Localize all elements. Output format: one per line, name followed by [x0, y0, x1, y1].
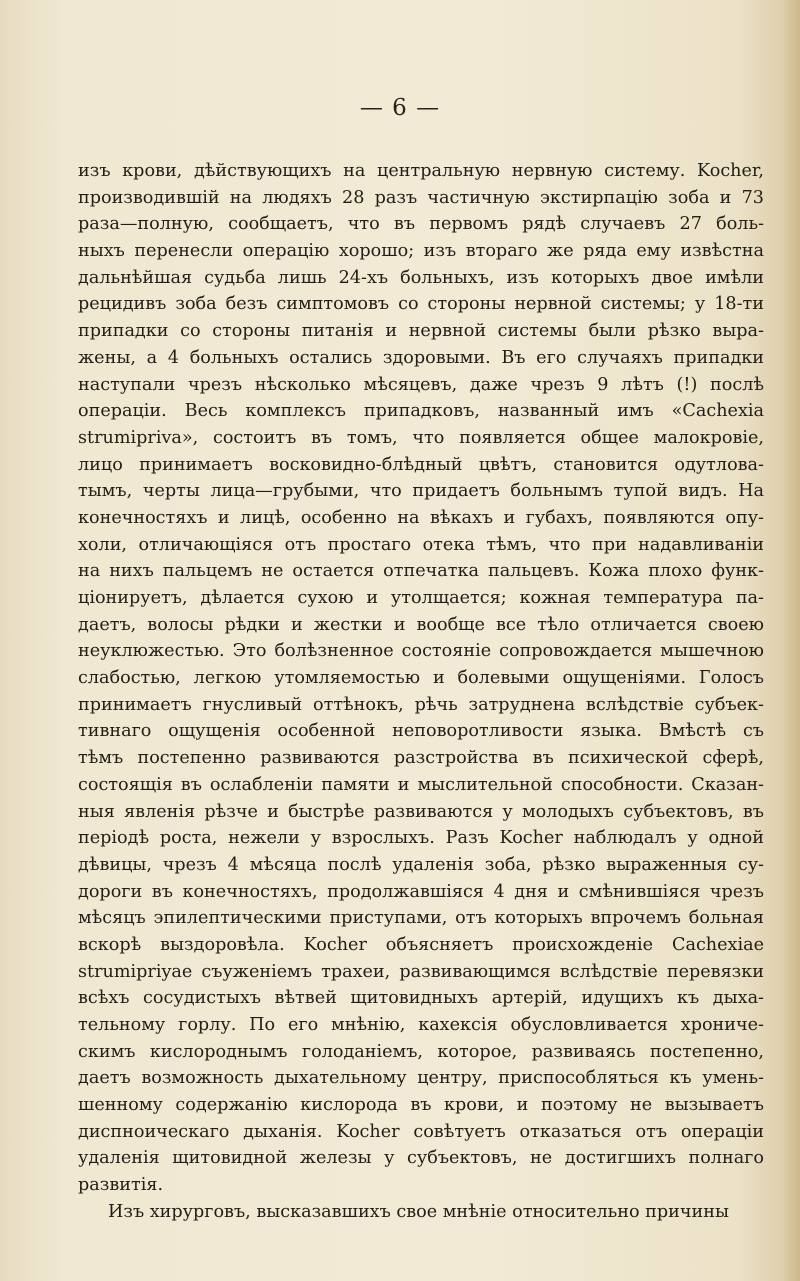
text-line: тельному горлу. По его мнѣнію, кахексія обусловливается хрониче- — [78, 1015, 764, 1035]
text-line: тѣмъ постепенно развиваются разстройства въ психической сферѣ, — [78, 748, 764, 769]
text-line: Изъ хирурговъ, высказавшихъ свое мнѣніе относительно причины — [108, 1201, 729, 1222]
text-line: всѣхъ сосудистыхъ вѣтвей щитовидныхъ артерій, идущихъ къ дыха- — [78, 988, 764, 1009]
text-line: холи, отличающіяся отъ простаго отека тѣмъ, что при надавливаніи — [78, 534, 764, 555]
text-line: наступали чрезъ нѣсколько мѣсяцевъ, даже чрезъ 9 лѣтъ (!) послѣ — [78, 374, 764, 395]
text-line: неуклюжестью. Это болѣзненное состояніе сопровождается мышечною — [78, 641, 764, 662]
text-line: принимаетъ гнусливый оттѣнокъ, рѣчь затруднена вслѣдствіе субъек- — [78, 694, 764, 715]
text-line: шенному содержанію кислорода въ крови, и поэтому не вызываетъ — [78, 1095, 764, 1116]
text-line: слабостью, легкою утомляемостью и болевыми ощущеніями. Голосъ — [78, 668, 764, 689]
text-line: вскорѣ выздоровѣла. Kocher объясняетъ происхожденіе Cachexiae — [78, 934, 764, 955]
page-edge-shadow — [782, 0, 800, 1281]
text-line: операціи. Весь комплексъ припадковъ, названный имъ «Cachexia — [78, 401, 764, 422]
text-line: ныя явленія рѣзче и быстрѣе развиваются у молодыхъ субъектовъ, въ — [78, 801, 764, 822]
text-line: скимъ кислороднымъ голоданіемъ, которое, развиваясь постепенно, — [78, 1041, 764, 1062]
text-line: дороги въ конечностяхъ, продолжавшіяся 4 дня и смѣнившіяся чрезъ — [78, 881, 764, 902]
text-line: конечностяхъ и лицѣ, особенно на вѣкахъ и губахъ, появляются опу- — [78, 507, 764, 528]
text-line: дѣвицы, чрезъ 4 мѣсяца послѣ удаленія зоба, рѣзко выраженныя су- — [78, 854, 764, 875]
text-line: strumipriva», состоитъ въ томъ, что появляется общее малокровіе, — [78, 427, 764, 448]
text-line: тымъ, черты лица—грубыми, что придаетъ больнымъ тупой видъ. На — [78, 481, 764, 502]
text-line: жены, а 4 больныхъ остались здоровыми. Въ его случаяхъ припадки — [78, 347, 764, 368]
text-line: рецидивъ зоба безъ симптомовъ со стороны нервной системы; у 18-ти — [78, 294, 764, 315]
text-line: изъ крови, дѣйствующихъ на центральную нервную систему. Kocher, — [78, 161, 764, 181]
text-line: мѣсяцъ эпилептическими приступами, отъ которыхъ впрочемъ больная — [78, 908, 764, 929]
text-line: состоящія въ ослабленіи памяти и мыслительной способности. Сказан- — [78, 774, 764, 795]
text-line: strumipriyae съуженіемъ трахеи, развивающимся вслѣдствіе перевязки — [78, 961, 764, 982]
text-line: даетъ, волосы рѣдки и жестки и вообще все тѣло отличается своею — [78, 614, 764, 635]
text-line: тивнаго ощущенія особенной неповоротливости языка. Вмѣстѣ съ — [78, 721, 764, 742]
text-line: даетъ возможность дыхательному центру, приспособляться къ умень- — [78, 1068, 764, 1089]
text-line: припадки со стороны питанія и нервной системы были рѣзко выра- — [78, 321, 764, 342]
text-line: ныхъ перенесли операцію хорошо; изъ втораго же ряда ему извѣстна — [78, 241, 764, 262]
text-line: производившій на людяхъ 28 разъ частичную экстирпацію зоба и 73 — [78, 187, 764, 208]
text-line: развитія. — [78, 1175, 164, 1196]
text-line: періодѣ роста, нежели у взрослыхъ. Разъ Kocher наблюдалъ у одной — [78, 828, 764, 849]
text-line: лицо принимаетъ восковидно-блѣдный цвѣтъ, становится одутлова- — [78, 454, 764, 475]
page-number: — 6 — — [359, 95, 441, 121]
text-line: раза—полную, сообщаетъ, что въ первомъ рядѣ случаевъ 27 боль- — [78, 214, 764, 235]
text-line: на нихъ пальцемъ не остается отпечатка пальцевъ. Кожа плохо функ- — [78, 561, 764, 582]
body-text — [78, 158, 764, 1226]
text-line: ціонируетъ, дѣлается сухою и утолщается; кожная температура па- — [78, 588, 764, 608]
text-line: диспноическаго дыханія. Kocher совѣтуетъ отказаться отъ операціи — [78, 1121, 764, 1142]
text-line: дальнѣйшая судьба лишь 24-хъ больныхъ, изъ которыхъ двое имѣли — [78, 267, 764, 288]
text-line: удаленія щитовидной железы у субъектовъ, не достигшихъ полнаго — [78, 1148, 764, 1169]
